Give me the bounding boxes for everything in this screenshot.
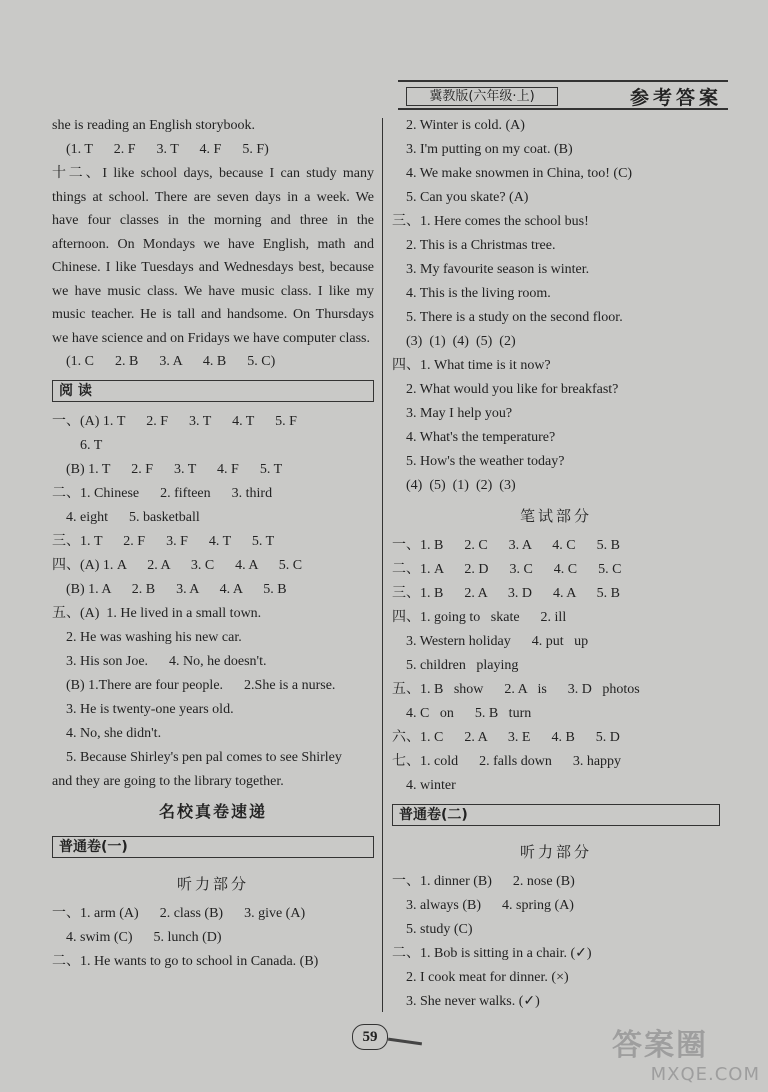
text-line: 五、1. B show 2. A is 3. D photos — [392, 682, 640, 697]
text-line: 2. This is a Christmas tree. — [392, 238, 556, 253]
famous-school-title: 名校真卷速递 — [158, 802, 267, 821]
essay-paragraph: 十二、I like school days, because I can study many things at school. There are seven days in a week. We have four classes in the morning and three in the afternoon. On Mondays we have English, math and Chinese. I like Tuesdays and Wednesdays best, because we have music class. We have music class. I like my music teacher. He is tall and handsome. On Thursdays we have science and on Fridays we have computer class. — [52, 166, 374, 346]
header-rule-bottom — [398, 108, 728, 110]
watermark-url: MXQE.COM — [650, 1064, 760, 1085]
page-header — [398, 80, 728, 110]
text-line: 二、1. Chinese 2. fifteen 3. third — [52, 486, 273, 501]
text-line: 4. swim (C) 5. lunch (D) — [52, 930, 222, 945]
left-column — [52, 114, 374, 974]
text-line: 四、1. What time is it now? — [392, 358, 551, 373]
text-line: 5. How's the weather today? — [392, 454, 565, 469]
pen-decoration-icon — [388, 1038, 422, 1046]
text-line: 5. Can you skate? (A) — [392, 190, 529, 205]
text-line: 二、1. A 2. D 3. C 4. C 5. C — [392, 562, 622, 577]
text-line: 5. Because Shirley's pen pal comes to see Shirley — [52, 750, 342, 765]
text-line: 5. study (C) — [392, 922, 473, 937]
text-line: 三、1. B 2. A 3. D 4. A 5. B — [392, 586, 620, 601]
text-line: 二、1. Bob is sitting in a chair. (✓) — [392, 946, 592, 961]
text-line: 6. T — [52, 438, 103, 453]
text-line: (3) (1) (4) (5) (2) — [392, 334, 516, 349]
text-line: 3. She never walks. (✓) — [392, 994, 540, 1009]
text-line: and they are going to the library together. — [52, 774, 284, 789]
text-line: 4. We make snowmen in China, too! (C) — [392, 166, 633, 181]
answer-key-title: 参考答案 — [629, 87, 722, 109]
text-line: 4. No, she didn't. — [52, 726, 162, 741]
header-rule-top — [398, 80, 728, 82]
paper-two-label: 普通卷(二) — [392, 804, 720, 826]
text-line: 3. His son Joe. 4. No, he doesn't. — [52, 654, 267, 669]
text-line: 三、1. T 2. F 3. F 4. T 5. T — [52, 534, 275, 549]
text-line: 3. May I help you? — [392, 406, 513, 421]
text-line: 一、(A) 1. T 2. F 3. T 4. T 5. F — [52, 414, 297, 429]
text-line: (B) 1. A 2. B 3. A 4. A 5. B — [52, 582, 287, 597]
watermark-text: 答案圈 — [612, 1028, 708, 1063]
text-line: 二、1. He wants to go to school in Canada. (B) — [52, 954, 319, 969]
paper-one-label: 普通卷(一) — [52, 836, 374, 858]
text-line: 4. C on 5. B turn — [392, 706, 532, 721]
text-line: 2. I cook meat for dinner. (×) — [392, 970, 569, 985]
text-line: (1. C 2. B 3. A 4. B 5. C) — [52, 354, 276, 369]
reading-section-label: 阅 读 — [52, 380, 374, 402]
text-line: 3. always (B) 4. spring (A) — [392, 898, 574, 913]
text-line: 一、1. B 2. C 3. A 4. C 5. B — [392, 538, 620, 553]
text-line: 六、1. C 2. A 3. E 4. B 5. D — [392, 730, 620, 745]
page-number: 59 — [352, 1024, 388, 1050]
column-divider — [382, 118, 383, 1012]
text-line: 5. children playing — [392, 658, 519, 673]
text-line: 三、1. Here comes the school bus! — [392, 214, 589, 229]
text-line: 一、1. dinner (B) 2. nose (B) — [392, 874, 575, 889]
text-line: 4. This is the living room. — [392, 286, 551, 301]
text-line: 五、(A) 1. He lived in a small town. — [52, 606, 262, 621]
text-line: 四、(A) 1. A 2. A 3. C 4. A 5. C — [52, 558, 303, 573]
text-line: (B) 1.There are four people. 2.She is a nurse. — [52, 678, 336, 693]
text-line: 2. What would you like for breakfast? — [392, 382, 619, 397]
watermark-logo — [612, 1020, 760, 1086]
text-line: 5. There is a study on the second floor. — [392, 310, 623, 325]
text-line: 4. What's the temperature? — [392, 430, 556, 445]
text-line: (4) (5) (1) (2) (3) — [392, 478, 516, 493]
listening-title: 听力部分 — [176, 875, 249, 893]
written-title: 笔试部分 — [519, 507, 592, 525]
text-line: she is reading an English storybook. — [52, 118, 255, 133]
text-line: 4. winter — [392, 778, 456, 793]
text-line: (1. T 2. F 3. T 4. F 5. F) — [52, 142, 269, 157]
text-line: 3. Western holiday 4. put up — [392, 634, 589, 649]
text-line: 3. He is twenty-one years old. — [52, 702, 234, 717]
text-line: 2. Winter is cold. (A) — [392, 118, 525, 133]
edition-label: 冀教版(六年级·上) — [406, 87, 558, 106]
text-line: 四、1. going to skate 2. ill — [392, 610, 567, 625]
text-line: 2. He was washing his new car. — [52, 630, 242, 645]
text-line: 七、1. cold 2. falls down 3. happy — [392, 754, 622, 769]
text-line: 一、1. arm (A) 2. class (B) 3. give (A) — [52, 906, 306, 921]
text-line: (B) 1. T 2. F 3. T 4. F 5. T — [52, 462, 283, 477]
listening-title-2: 听力部分 — [519, 843, 592, 861]
right-column — [392, 114, 720, 1014]
text-line: 4. eight 5. basketball — [52, 510, 200, 525]
text-line: 3. My favourite season is winter. — [392, 262, 590, 277]
text-line: 3. I'm putting on my coat. (B) — [392, 142, 573, 157]
